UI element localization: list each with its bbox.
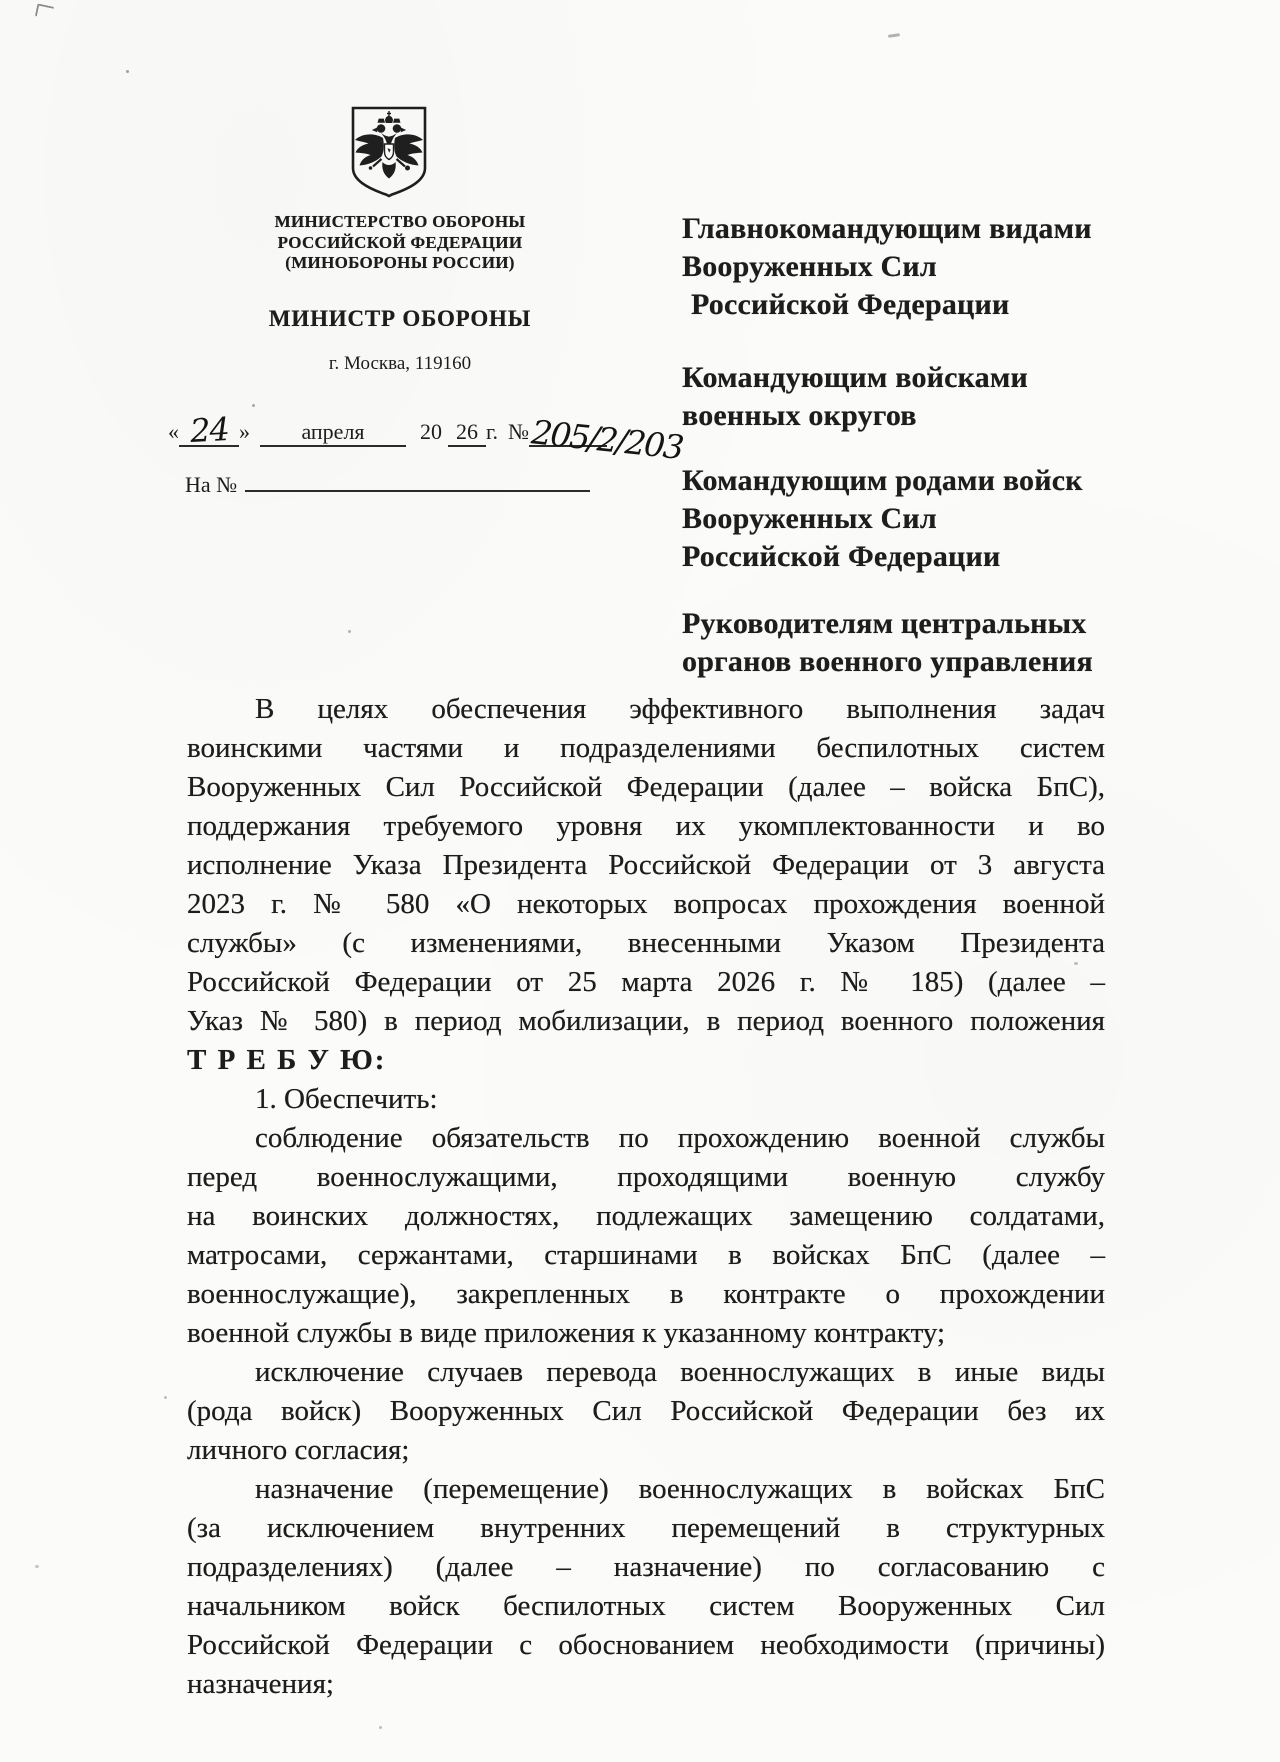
body-line: назначение (перемещение) военнослужащих в войсках БпС <box>255 1473 1105 1505</box>
russia-coat-of-arms-icon <box>348 104 430 199</box>
addressee-line: Руководителям центральных <box>682 607 1087 640</box>
ministry-name-line3: (МИНОБОРОНЫ РОССИИ) <box>285 253 515 272</box>
reference-underline <box>245 468 590 492</box>
addressee-line: Вооруженных Сил <box>682 502 937 535</box>
body-line: на воинских должностях, подлежащих замещению солдатами, <box>187 1200 1105 1232</box>
number-sign: № <box>508 419 530 444</box>
body-line: (рода войск) Вооруженных Сил Российской Федерации без их <box>187 1395 1105 1427</box>
date-line <box>168 410 685 467</box>
scan-speck <box>252 404 255 407</box>
addressee-line: Командующим родами войск <box>682 464 1083 497</box>
minister-title: МИНИСТР ОБОРОНЫ <box>268 306 532 331</box>
body-line: Указ № 580) в период мобилизации, в период военного положения <box>187 1005 1105 1037</box>
body-line: военнослужащие), закрепленных в контракте о прохождении <box>187 1278 1105 1310</box>
body-line: личного согласия; <box>187 1434 410 1466</box>
year-suffix: г. <box>486 419 499 444</box>
body-line: назначения; <box>187 1668 334 1700</box>
addressee-line: Российской Федерации <box>691 288 1010 321</box>
body-line: 1. Обеспечить: <box>255 1083 438 1115</box>
addressee-block-2 <box>682 359 1106 435</box>
open-quote: « <box>168 419 179 444</box>
number-underline <box>529 412 685 467</box>
body-line: исключение случаев перевода военнослужащих в иные виды <box>255 1356 1105 1388</box>
body-line: Российской Федерации от 25 марта 2026 г. № 185) (далее – <box>187 966 1105 998</box>
scan-mark <box>888 33 900 38</box>
addressee-block-4 <box>682 605 1106 681</box>
addressee-block-3 <box>682 462 1106 576</box>
handwritten-day: 24 <box>188 410 230 450</box>
body-line: воинскими частями и подразделениями беспилотных систем <box>187 732 1105 764</box>
scan-speck <box>126 70 129 73</box>
body-line: подразделениях) (далее – назначение) по согласованию с <box>187 1551 1105 1583</box>
scan-speck <box>379 1726 382 1729</box>
letter-body <box>187 690 1105 1704</box>
reference-line <box>185 468 590 498</box>
year-prefix: 20 <box>420 419 442 444</box>
body-line-demand: Т Р Е Б У Ю: <box>187 1044 387 1076</box>
body-line: Российской Федерации с обоснованием необходимости (причины) <box>187 1629 1105 1661</box>
addressee-block-1 <box>682 210 1106 324</box>
body-line: матросами, сержантами, старшинами в войсках БпС (далее – <box>187 1239 1105 1271</box>
scan-smudge <box>35 3 54 19</box>
day-underline <box>179 410 239 450</box>
addressee-line: Вооруженных Сил <box>682 250 937 283</box>
scan-speck <box>164 1396 167 1399</box>
body-line: (за исключением внутренних перемещений в структурных <box>187 1512 1105 1544</box>
body-line: Вооруженных Сил Российской Федерации (далее – войска БпС), <box>187 771 1105 803</box>
addressee-line: органов военного управления <box>682 645 1093 678</box>
addressee-line: Главнокомандующим видами <box>682 212 1092 245</box>
body-line: соблюдение обязательств по прохождению военной службы <box>255 1122 1105 1154</box>
year-value: 26 <box>456 419 478 444</box>
month-underline <box>260 419 406 447</box>
scan-speck <box>348 630 351 633</box>
addressee-line: Командующим войсками <box>682 361 1028 394</box>
body-line: поддержания требуемого уровня их укомплектованности и во <box>187 810 1105 842</box>
ministry-name-line2: РОССИЙСКОЙ ФЕДЕРАЦИИ <box>277 232 523 252</box>
ministry-name-line1: МИНИСТЕРСТВО ОБОРОНЫ <box>274 212 526 231</box>
ministry-name-block <box>145 212 655 274</box>
body-line: начальником войск беспилотных систем Вооруженных Сил <box>187 1590 1105 1622</box>
body-line: 2023 г. № 580 «О некоторых вопросах прохождения военной <box>187 888 1105 920</box>
month-value: апреля <box>301 419 365 444</box>
handwritten-number: 205/2/203 <box>529 412 685 467</box>
body-line: В целях обеспечения эффективного выполнения задач <box>255 693 1105 725</box>
body-line: перед военнослужащими, проходящими военную службу <box>187 1161 1105 1193</box>
body-line: исполнение Указа Президента Российской Федерации от 3 августа <box>187 849 1105 881</box>
year-underline <box>448 419 486 447</box>
scan-speck <box>35 1565 39 1568</box>
reference-label: На № <box>185 472 238 497</box>
letterhead-address: г. Москва, 119160 <box>328 353 472 374</box>
addressee-line: военных округов <box>682 399 917 432</box>
addressee-line: Российской Федерации <box>682 540 1001 573</box>
body-line: военной службы в виде приложения к указанному контракту; <box>187 1317 946 1349</box>
close-quote: » <box>239 419 250 444</box>
body-line: службы» (с изменениями, внесенными Указом Президента <box>187 927 1105 959</box>
